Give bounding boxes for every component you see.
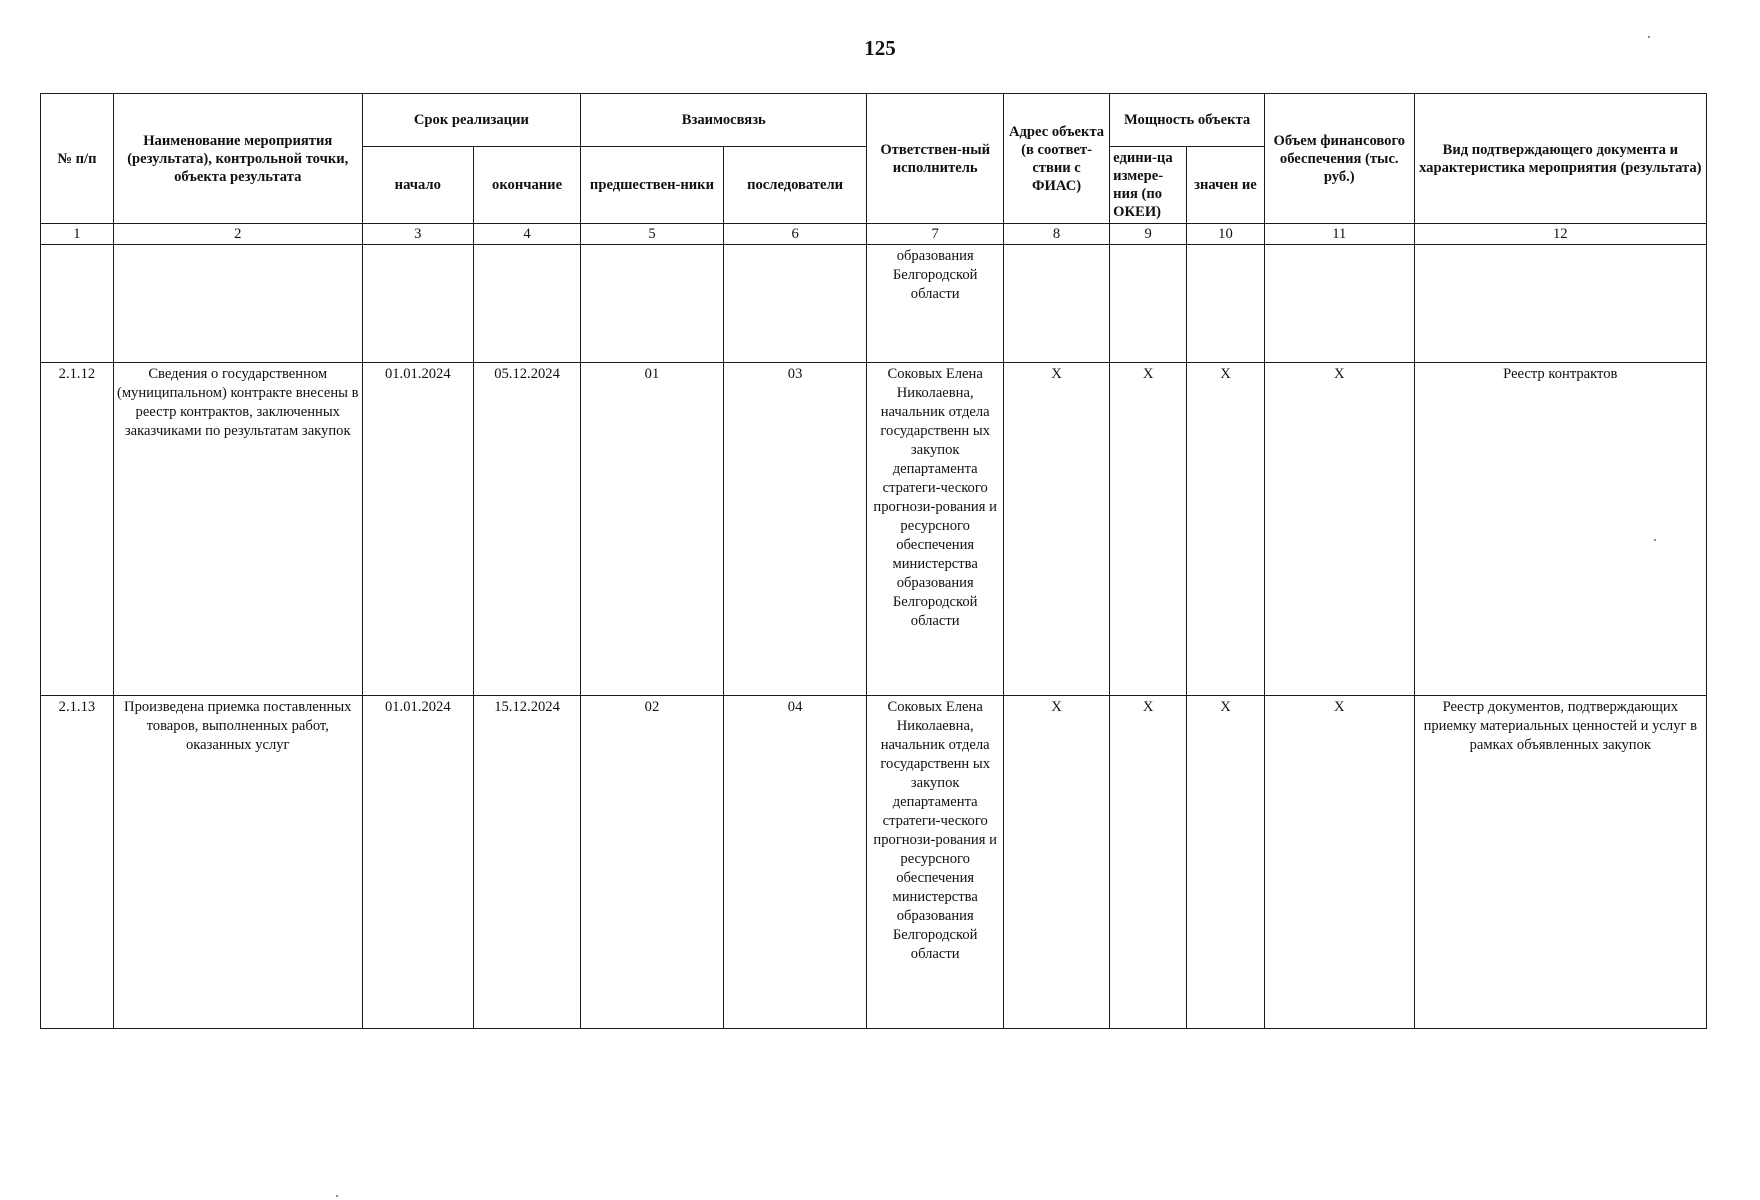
scan-speck — [336, 1195, 338, 1197]
column-number: 8 — [1003, 224, 1109, 245]
header-document: Вид подтверждающего документа и характеристика мероприятия (результата) — [1414, 94, 1706, 224]
cell-end: 05.12.2024 — [473, 363, 580, 696]
column-number: 4 — [473, 224, 580, 245]
header-name: Наименование мероприятия (результата), контрольной точки, объекта результата — [113, 94, 362, 224]
header-capacity: Мощность объекта — [1110, 94, 1265, 147]
cell-executor: образования Белгородской области — [867, 245, 1004, 363]
cell-prev: 02 — [581, 696, 724, 1029]
cell-prev: 01 — [581, 363, 724, 696]
cell-funding: X — [1264, 696, 1414, 1029]
cell-address — [1003, 245, 1109, 363]
page-number: 125 — [864, 36, 896, 60]
cell-unit: X — [1110, 696, 1187, 1029]
cell-value: X — [1187, 696, 1265, 1029]
header-num: № п/п — [41, 94, 114, 224]
cell-address: X — [1003, 696, 1109, 1029]
cell-end: 15.12.2024 — [473, 696, 580, 1029]
scan-speck — [1648, 36, 1650, 38]
cell-prev — [581, 245, 724, 363]
cell-value: X — [1187, 363, 1265, 696]
column-number: 1 — [41, 224, 114, 245]
header-period-end: окончание — [473, 147, 580, 224]
cell-value — [1187, 245, 1265, 363]
cell-executor: Соковых Елена Николаевна, начальник отдела государственн ых закупок департамента стратеги-ческого прогнози-рования и ресурсного обеспечения министерства образования Белгородской области — [867, 696, 1004, 1029]
cell-funding: X — [1264, 363, 1414, 696]
header-capacity-unit: едини-ца измере-ния (по ОКЕИ) — [1110, 147, 1187, 224]
cell-funding — [1264, 245, 1414, 363]
cell-next: 04 — [723, 696, 867, 1029]
cell-address: X — [1003, 363, 1109, 696]
header-funding: Объем финансового обеспечения (тыс. руб.) — [1264, 94, 1414, 224]
column-number: 10 — [1187, 224, 1265, 245]
cell-unit: X — [1110, 363, 1187, 696]
table-row — [41, 696, 1707, 1029]
plan-table — [40, 93, 1707, 1029]
cell-end — [473, 245, 580, 363]
column-number: 9 — [1110, 224, 1187, 245]
header-relation-next: последователи — [723, 147, 867, 224]
header-executor: Ответствен-ный исполнитель — [867, 94, 1004, 224]
cell-name — [113, 245, 362, 363]
cell-document: Реестр документов, подтверждающих приемку материальных ценностей и услуг в рамках объявленных закупок — [1414, 696, 1706, 1029]
column-number: 3 — [362, 224, 473, 245]
table-row — [41, 245, 1707, 363]
scan-speck — [1654, 539, 1656, 541]
cell-start: 01.01.2024 — [362, 696, 473, 1029]
cell-next — [723, 245, 867, 363]
cell-document — [1414, 245, 1706, 363]
column-number-row — [41, 224, 1707, 245]
cell-name: Сведения о государственном (муниципальном) контракте внесены в реестр контрактов, заключенных заказчиками по результатам закупок — [113, 363, 362, 696]
column-number: 2 — [113, 224, 362, 245]
header-period: Срок реализации — [362, 94, 581, 147]
cell-num — [41, 245, 114, 363]
column-number: 12 — [1414, 224, 1706, 245]
header-capacity-value: значен ие — [1187, 147, 1265, 224]
cell-name: Произведена приемка поставленных товаров, выполненных работ, оказанных услуг — [113, 696, 362, 1029]
cell-document: Реестр контрактов — [1414, 363, 1706, 696]
column-number: 7 — [867, 224, 1004, 245]
column-number: 11 — [1264, 224, 1414, 245]
header-relation: Взаимосвязь — [581, 94, 867, 147]
cell-next: 03 — [723, 363, 867, 696]
header-relation-prev: предшествен-ники — [581, 147, 724, 224]
cell-num: 2.1.13 — [41, 696, 114, 1029]
cell-num: 2.1.12 — [41, 363, 114, 696]
cell-executor: Соковых Елена Николаевна, начальник отдела государственн ых закупок департамента стратеги-ческого прогнози-рования и ресурсного обеспечения министерства образования Белгородской области — [867, 363, 1004, 696]
column-number: 6 — [723, 224, 867, 245]
header-address: Адрес объекта (в соответ-ствии с ФИАС) — [1003, 94, 1109, 224]
column-number: 5 — [581, 224, 724, 245]
cell-start: 01.01.2024 — [362, 363, 473, 696]
cell-unit — [1110, 245, 1187, 363]
header-period-start: начало — [362, 147, 473, 224]
table-row — [41, 363, 1707, 696]
cell-start — [362, 245, 473, 363]
